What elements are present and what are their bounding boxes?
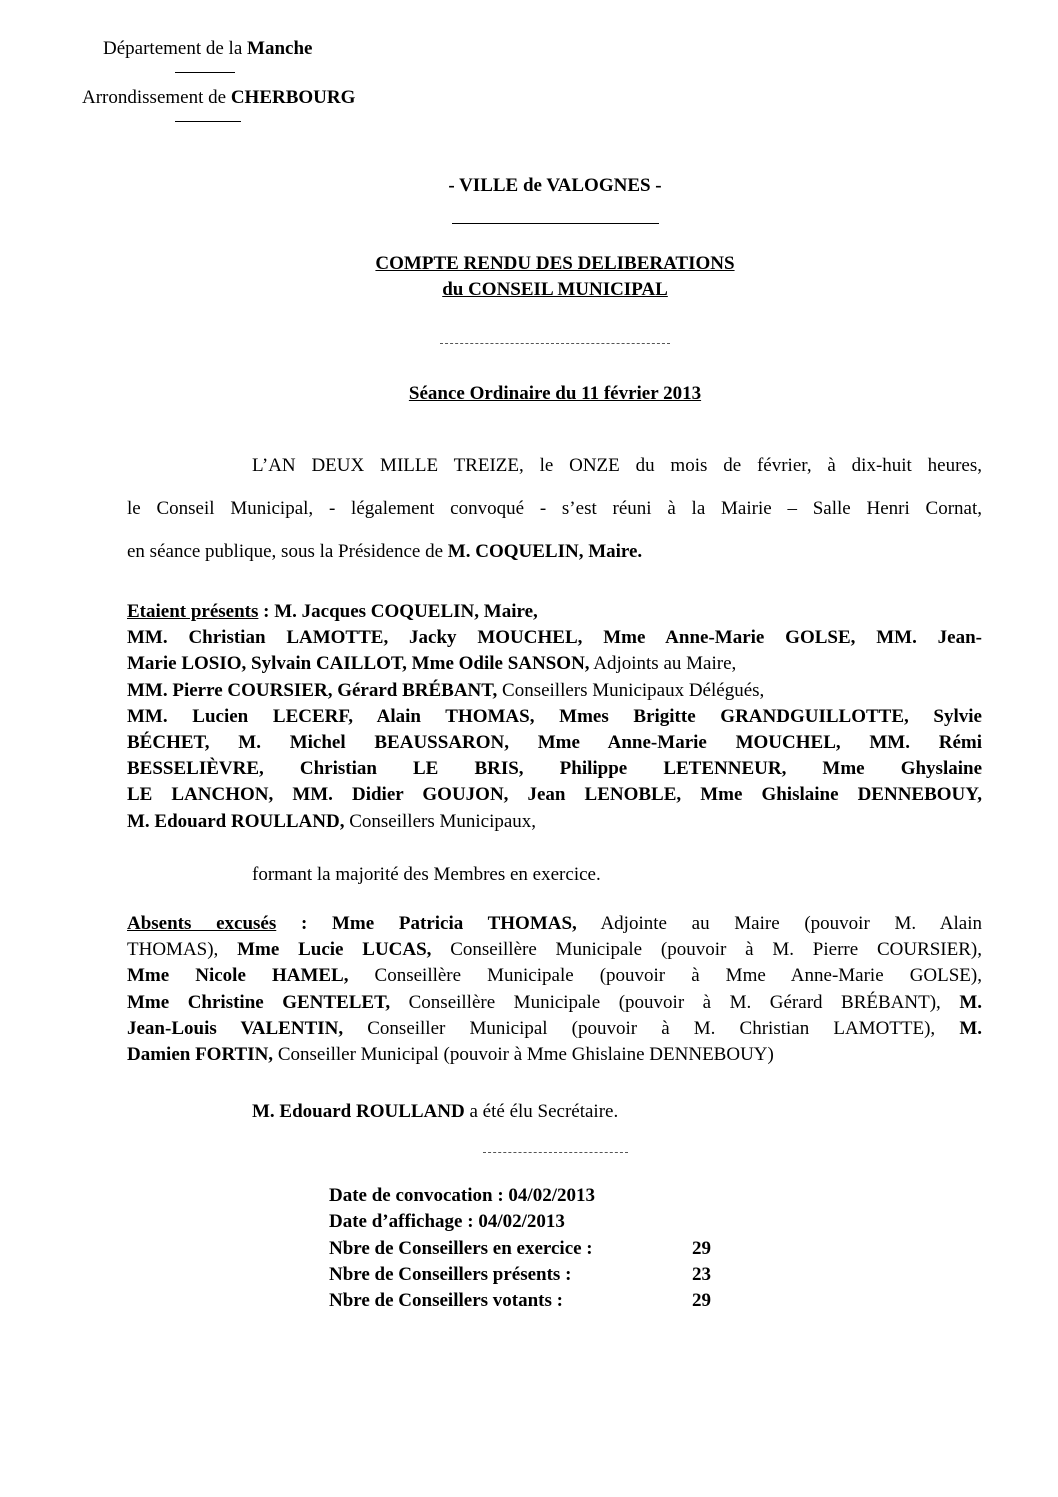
presents-line <box>127 651 736 677</box>
intro-line-3: en séance publique, sous la Présidence de M. COQUELIN, Maire. <box>127 541 643 562</box>
stat-value: 29 <box>692 1290 711 1312</box>
ville-title: - VILLE de VALOGNES - <box>448 175 662 196</box>
compte-rendu-title-line2: du CONSEIL MUNICIPAL <box>442 279 668 300</box>
header-rule-2 <box>175 121 241 122</box>
stat-row <box>329 1262 729 1288</box>
presents-label: Etaient présents <box>127 601 259 622</box>
stat-row <box>329 1209 729 1235</box>
compte-rendu-title-line1: COMPTE RENDU DES DELIBERATIONS <box>375 253 735 274</box>
stat-row <box>329 1183 729 1209</box>
absents-text: Conseillère Municipale (pouvoir à M. Gérard BRÉBANT), <box>390 991 960 1013</box>
absents-text: Conseillère Municipale (pouvoir à M. Pierre COURSIER), <box>431 939 982 961</box>
departement-label: Département de la Manche <box>103 38 313 59</box>
absents-text: Damien FORTIN, <box>127 1044 274 1065</box>
absents-text: THOMAS), <box>127 939 238 961</box>
presents-line <box>127 782 982 808</box>
presents-line <box>127 756 982 782</box>
stat-row <box>329 1236 729 1262</box>
absents-text: M. <box>959 1017 982 1039</box>
absents-line <box>127 1016 982 1042</box>
secretaire-separator <box>483 1152 628 1153</box>
absents-text: Mme Lucie LUCAS, <box>237 939 432 961</box>
presents-line <box>127 809 536 835</box>
stat-label: Date d’affichage : 04/02/2013 <box>329 1211 565 1233</box>
dashed-separator <box>440 343 670 344</box>
presents-line <box>127 678 764 704</box>
presents-line <box>127 599 538 625</box>
absents-text: Mme Nicole HAMEL, <box>127 965 349 987</box>
intro-line-1: L’AN DEUX MILLE TREIZE, le ONZE du mois de février, à dix-huit heures, <box>252 455 982 476</box>
stat-row <box>329 1288 729 1314</box>
absents-text: M. <box>959 991 982 1013</box>
absents-text: Conseillère Municipale (pouvoir à Mme Anne-Marie GOLSE), <box>348 965 982 987</box>
stat-label: Date de convocation : 04/02/2013 <box>329 1185 595 1206</box>
intro-line-2: le Conseil Municipal, - légalement convoqué - s’est réuni à la Mairie – Salle Henri Cornat, <box>127 498 982 519</box>
absents-line <box>127 911 982 937</box>
absents-line <box>127 1042 774 1068</box>
presents-text: BÉCHET, M. Michel BEAUSSARON, Mme Anne-Marie MOUCHEL, MM. Rémi <box>127 732 982 753</box>
absents-line <box>127 990 982 1016</box>
presents-text: M. Edouard ROULLAND, <box>127 810 345 832</box>
absents-line <box>127 937 982 963</box>
presents-line <box>127 704 982 730</box>
presents-text: LE LANCHON, MM. Didier GOUJON, Jean LENOBLE, Mme Ghislaine DENNEBOUY, <box>127 784 982 806</box>
stat-label: Nbre de Conseillers en exercice : <box>329 1237 593 1259</box>
absents-text: Mme Christine GENTELET, <box>127 991 391 1013</box>
absents-text: Adjointe au Maire (pouvoir M. Alain <box>576 913 982 934</box>
presents-text: MM. Christian LAMOTTE, Jacky MOUCHEL, Mme Anne-Marie GOLSE, MM. Jean- <box>127 627 982 649</box>
seance-title: Séance Ordinaire du 11 février 2013 <box>408 383 702 404</box>
absents-text: Conseiller Municipal (pouvoir à M. Christian LAMOTTE), <box>343 1017 960 1039</box>
absents-text: Jean-Louis VALENTIN, <box>127 1017 344 1039</box>
majorite-line: formant la majorité des Membres en exercice. <box>252 864 601 885</box>
presents-line <box>127 730 982 756</box>
header-rule-1 <box>175 72 235 73</box>
absents-label: Absents excusés <box>127 913 277 934</box>
presents-line <box>127 625 982 651</box>
title-rule <box>452 223 659 224</box>
presents-text: MM. Pierre COURSIER, Gérard BRÉBANT, <box>127 679 498 701</box>
presents-text: MM. Lucien LECERF, Alain THOMAS, Mmes Brigitte GRANDGUILLOTTE, Sylvie <box>127 705 982 727</box>
stat-value: 29 <box>692 1237 711 1259</box>
presents-text: BESSELIÈVRE, Christian LE BRIS, Philippe LETENNEUR, Mme Ghyslaine <box>127 758 982 780</box>
arrondissement-label: Arrondissement de CHERBOURG <box>82 87 356 108</box>
presents-text: : M. Jacques COQUELIN, Maire, <box>258 601 538 622</box>
stat-label: Nbre de Conseillers votants : <box>329 1290 563 1312</box>
absents-line <box>127 963 982 989</box>
absents-text: : Mme Patricia THOMAS, <box>276 913 577 934</box>
presents-text: Marie LOSIO, Sylvain CAILLOT, Mme Odile SANSON, <box>127 653 590 675</box>
presents-text: Conseillers Municipaux Délégués, <box>497 679 765 701</box>
presents-text: Conseillers Municipaux, <box>344 810 537 832</box>
presents-text: Adjoints au Maire, <box>589 653 737 675</box>
stat-value: 23 <box>692 1263 711 1285</box>
absents-text: Conseiller Municipal (pouvoir à Mme Ghislaine DENNEBOUY) <box>273 1044 774 1065</box>
stat-label: Nbre de Conseillers présents : <box>329 1263 572 1285</box>
secretaire-line: M. Edouard ROULLAND a été élu Secrétaire. <box>252 1101 619 1122</box>
